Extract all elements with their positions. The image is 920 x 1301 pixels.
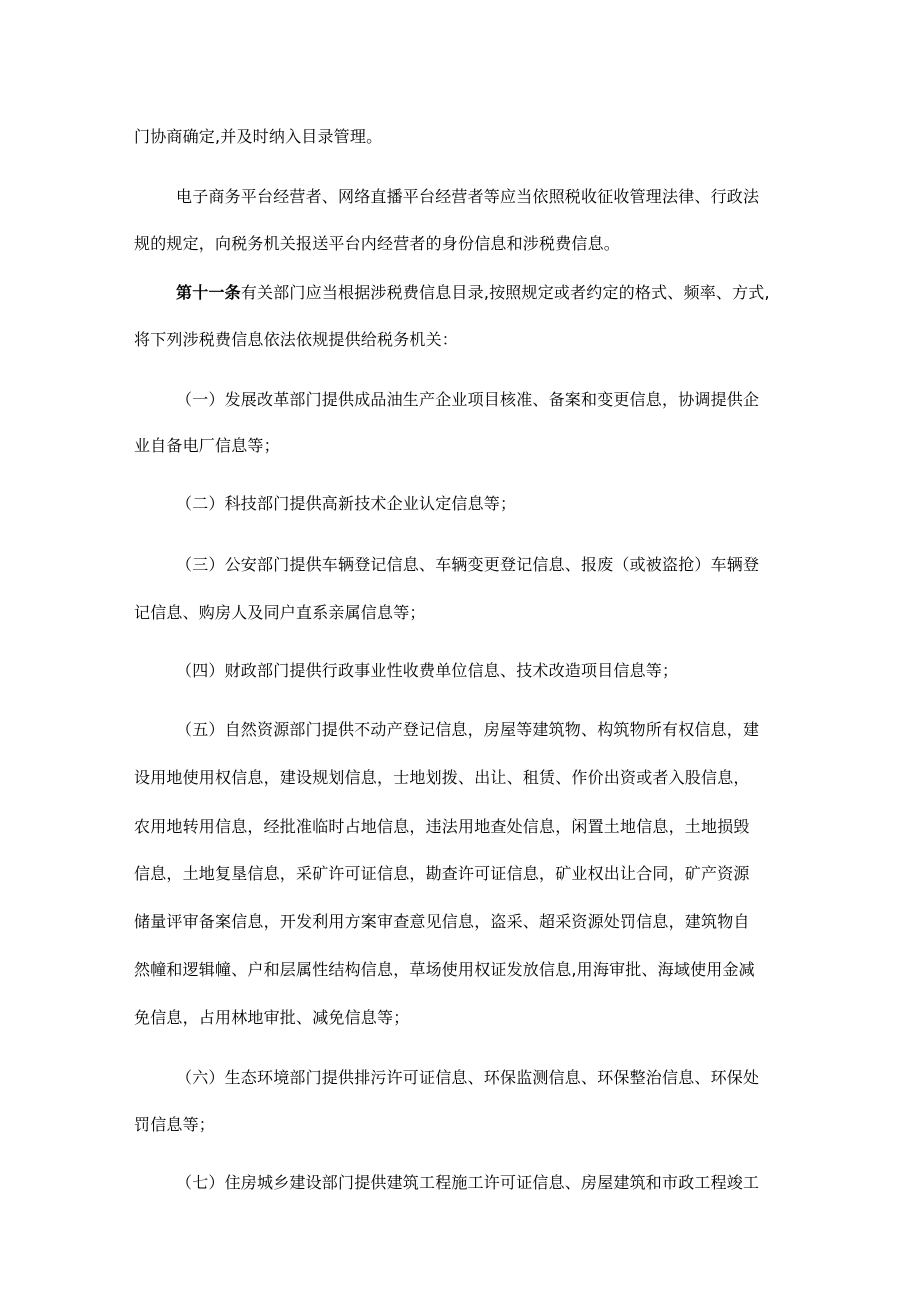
list-item-line: 设用地使用权信息，建设规划信息，士地划拨、出让、租赁、作价出资或者入股信息， bbox=[134, 768, 750, 787]
paragraph-line: 规的规定，向税务机关报送平台内经营者的身份信息和涉税费信息。 bbox=[134, 234, 621, 253]
list-item-line: （四）财政部门提供行政事业性收费单位信息、技术改造项目信息等； bbox=[176, 661, 679, 680]
list-item-line: 记信息、购房人及同户直系亲属信息等； bbox=[134, 603, 426, 622]
article-text: 有关部门应当根据涉税费信息目录,按照规定或者约定的格式、频率、方式, bbox=[240, 283, 770, 302]
paragraph-line: 电子商务平台经营者、网络直播平台经营者等应当依照税收征收管理法律、行政法 bbox=[176, 187, 760, 206]
list-item-line: 信息，土地复垦信息，采矿许可证信息，勘查许可证信息，矿业权出让合同，矿产资源 bbox=[134, 864, 750, 883]
list-item-line: （二）科技部门提供高新技术企业认定信息等； bbox=[176, 494, 517, 513]
article-number: 第十一条 bbox=[176, 283, 241, 302]
list-item-line: 罚信息等； bbox=[134, 1115, 216, 1134]
article-line bbox=[176, 283, 770, 303]
list-item-line: （六）生态环境部门提供排污许可证信息、环保监测信息、环保整治信息、环保处 bbox=[176, 1068, 760, 1087]
list-item-line: （七）住房城乡建设部门提供建筑工程施工许可证信息、房屋建筑和市政工程竣工 bbox=[176, 1173, 760, 1192]
list-item-line: 储量评审备案信息，开发利用方案审查意见信息，盗采、超采资源处罚信息，建筑物自 bbox=[134, 912, 750, 931]
list-item-line: 免信息，占用林地审批、减免信息等； bbox=[134, 1008, 410, 1027]
list-item-line: 业自备电厂信息等； bbox=[134, 436, 280, 455]
paragraph-line: 将下列涉税费信息依法依规提供给税务机关： bbox=[134, 330, 459, 349]
list-item-line: （五）自然资源部门提供不动产登记信息，房屋等建筑物、构筑物所有权信息，建 bbox=[176, 720, 760, 739]
paragraph-line: 门协商确定,并及时纳入目录管理。 bbox=[134, 127, 383, 146]
list-item-line: （三）公安部门提供车辆登记信息、车辆变更登记信息、报废（或被盗抢）车辆登 bbox=[176, 555, 760, 574]
list-item-line: （一）发展改革部门提供成品油生产企业项目核准、备案和变更信息，协调提供企 bbox=[176, 390, 760, 409]
list-item-line: 然幢和逻辑幢、户和层属性结构信息，草场使用权证发放信息,用海审批、海域使用金减 bbox=[134, 960, 755, 979]
list-item-line: 农用地转用信息，经批准临时占地信息，违法用地查处信息，闲置土地信息，土地损毁 bbox=[134, 817, 750, 836]
